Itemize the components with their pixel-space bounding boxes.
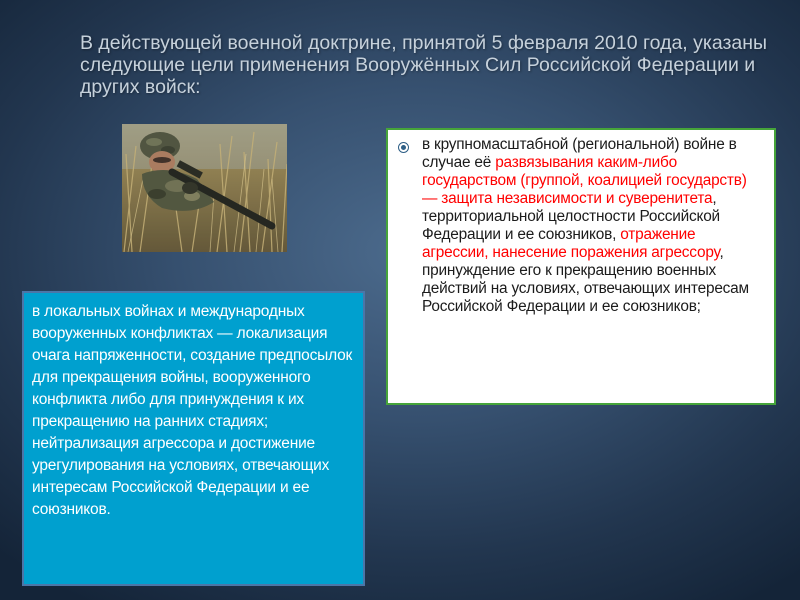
text-segment: , территориальной целостности Российской Федерации и ее союзников, [422,190,720,243]
bullet-circle-icon [398,142,409,153]
text-box-large-war [386,128,776,405]
bullet-text [422,136,762,316]
highlighted-segment: отражение агрессии, нанесение поражения агрессору [422,226,720,261]
text-segment: , вооруженного конфликта либо для принуждения к их прекращению на ранних стадиях; нейтрализация агрессора и достижение урегулирования на условиях, отвечающих интересам Российской Федерации [32,369,330,496]
text-box-local-wars [22,291,365,586]
text-segment: и ее союзников. [32,479,310,518]
soldier-photo [122,124,287,252]
text-segment: , принуждение его к прекращению военных действий на условиях, отвечающих интересам Российской Федерации и ее союзников; [422,244,749,315]
slide-title: В действующей военной доктрине, принятой 5 февраля 2010 года, указаны следующие цели применения Вооружённых Сил Российской Федерации и других войск: [80,32,768,98]
text-segment: в локальных войнах и международных вооруженных конфликтах — локализация очага напряженности, создание предпосылок для прекращения войны [32,303,353,386]
highlighted-segment: развязывания каким-либо государством (группой, коалицией государств) — защита независимости и суверенитета [422,154,747,207]
bullet-item [398,136,762,316]
text-segment: в крупномасштабной (региональной) войне в случае её [422,136,737,171]
